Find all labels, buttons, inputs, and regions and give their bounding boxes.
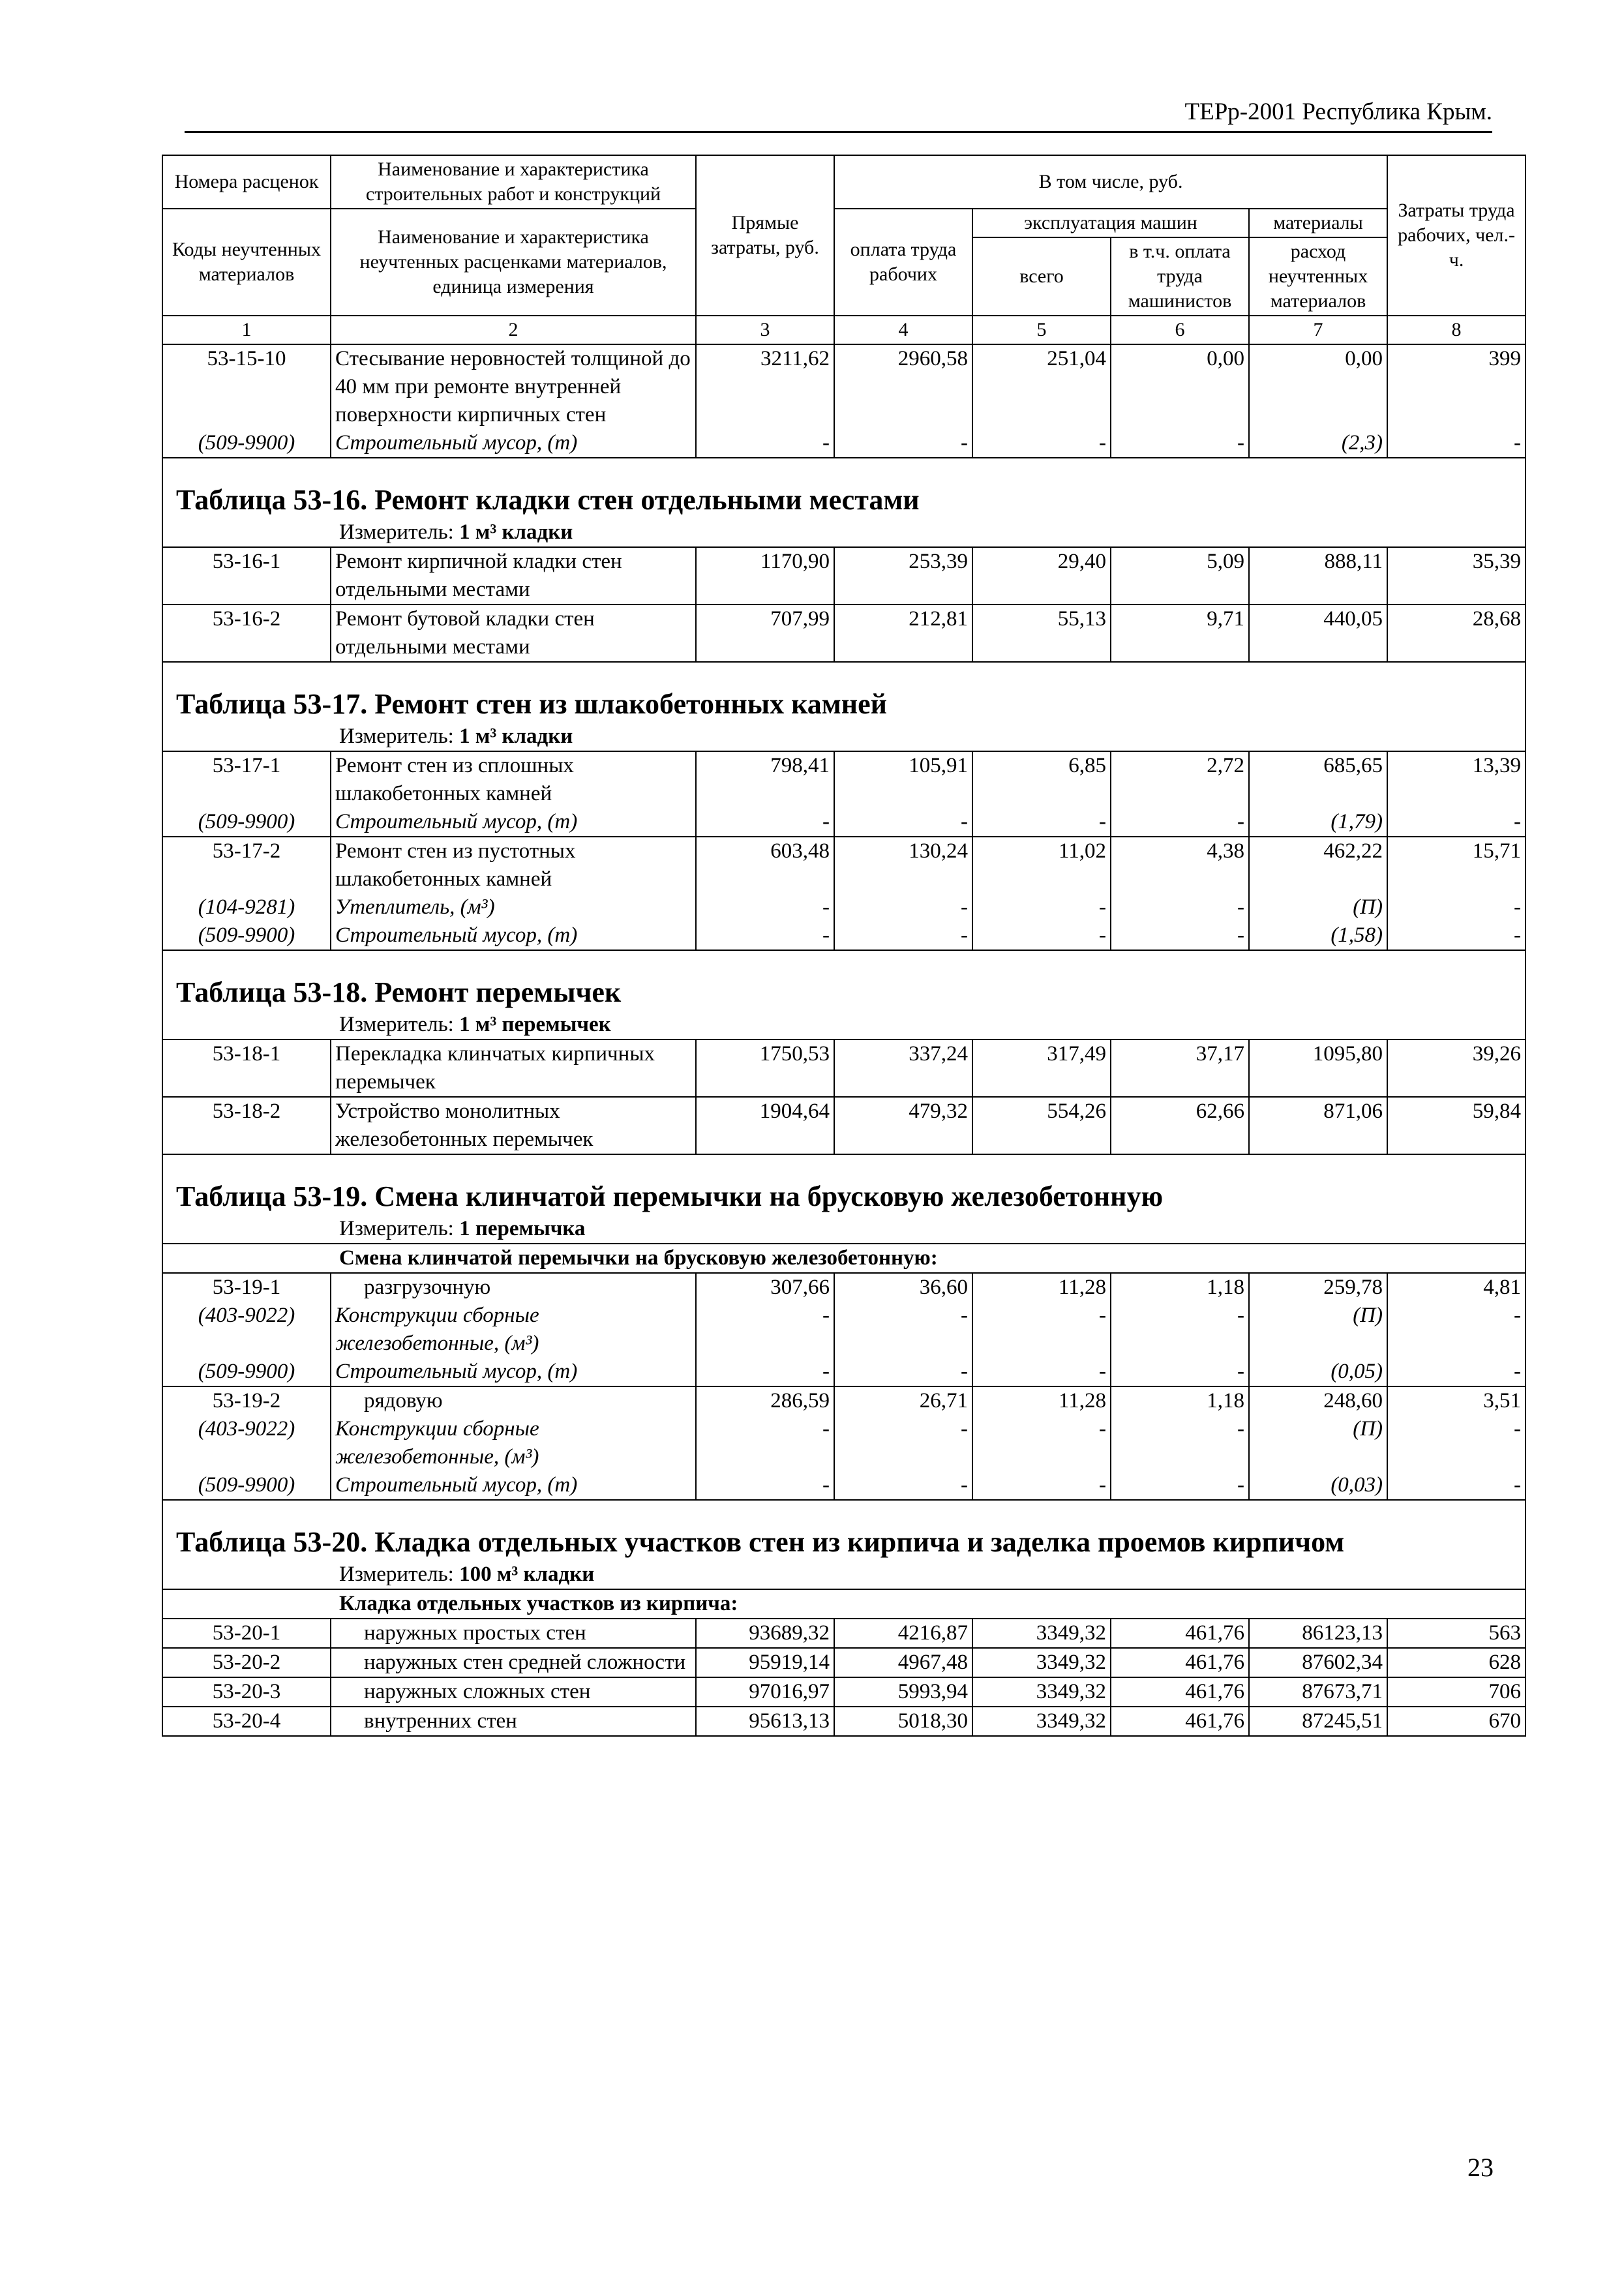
rate-name: Ремонт кирпичной кладки стен отдельными местами — [331, 547, 696, 605]
rate-value: 4,38 — [1111, 837, 1249, 893]
rate-value: - — [696, 1358, 834, 1386]
rate-value: 798,41 — [696, 751, 834, 808]
rate-code: 53-20-3 — [162, 1677, 331, 1707]
header-row-2 — [162, 209, 1526, 237]
rate-value: 87673,71 — [1249, 1677, 1387, 1707]
rate-value: 563 — [1387, 1619, 1526, 1648]
rate-row — [162, 1648, 1526, 1677]
rate-value: - — [1387, 893, 1526, 921]
rate-value: 871,06 — [1249, 1097, 1387, 1154]
rate-value: 317,49 — [972, 1040, 1111, 1097]
rate-value: - — [1111, 1358, 1249, 1386]
rate-value: 1750,53 — [696, 1040, 834, 1097]
col-num: 4 — [834, 316, 972, 344]
rate-value: 440,05 — [1249, 605, 1387, 662]
rate-value: 1,18 — [1111, 1273, 1249, 1302]
rate-value: 62,66 — [1111, 1097, 1249, 1154]
rate-code: (104-9281) — [162, 893, 331, 921]
rate-name: наружных сложных стен — [331, 1677, 696, 1707]
rate-value: (2,3) — [1249, 429, 1387, 458]
rate-value: - — [1387, 1302, 1526, 1358]
rate-code: 53-17-1 — [162, 751, 331, 808]
rate-value: (П) — [1249, 893, 1387, 921]
rate-code: (509-9900) — [162, 921, 331, 950]
rate-name: Ремонт стен из сплошных шлакобетонных камней — [331, 751, 696, 808]
rate-row — [162, 751, 1526, 808]
rate-code: 53-20-4 — [162, 1707, 331, 1736]
rate-code: 53-16-1 — [162, 547, 331, 605]
col-rate-numbers: Номера расценок — [162, 155, 331, 209]
rate-code: 53-20-2 — [162, 1648, 331, 1677]
rate-value: 707,99 — [696, 605, 834, 662]
measure-label: Измеритель: — [339, 1563, 454, 1586]
rate-value: 554,26 — [972, 1097, 1111, 1154]
rate-code: 53-16-2 — [162, 605, 331, 662]
col-num: 5 — [972, 316, 1111, 344]
rate-value: 2960,58 — [834, 344, 972, 429]
rate-name: Строительный мусор, (т) — [331, 429, 696, 458]
rate-row — [162, 1273, 1526, 1302]
rate-value: 628 — [1387, 1648, 1526, 1677]
table-title-row — [162, 950, 1526, 1011]
rate-value: 36,60 — [834, 1273, 972, 1302]
rate-value: 55,13 — [972, 605, 1111, 662]
rate-value: - — [696, 1471, 834, 1500]
rate-value: - — [1111, 893, 1249, 921]
rate-value: 5,09 — [1111, 547, 1249, 605]
col-machines-total: всего — [972, 237, 1111, 316]
measure-row — [162, 723, 1526, 751]
rate-value: 95613,13 — [696, 1707, 834, 1736]
rate-value: 9,71 — [1111, 605, 1249, 662]
col-machines: эксплуатация машин — [972, 209, 1249, 237]
rate-value: - — [1111, 429, 1249, 458]
rate-name: Конструкции сборные железобетонные, (м³) — [331, 1302, 696, 1358]
rate-value: 5993,94 — [834, 1677, 972, 1707]
rate-value: 28,68 — [1387, 605, 1526, 662]
rate-value: 0,00 — [1249, 344, 1387, 429]
rate-value: 3349,32 — [972, 1707, 1111, 1736]
header-rule — [185, 131, 1492, 133]
col-num: 2 — [331, 316, 696, 344]
material-row — [162, 921, 1526, 950]
rate-value: 11,28 — [972, 1273, 1111, 1302]
rate-value: - — [1387, 1415, 1526, 1471]
rate-code: 53-18-1 — [162, 1040, 331, 1097]
measure-unit — [162, 1011, 1526, 1040]
rate-value: 888,11 — [1249, 547, 1387, 605]
rate-value: - — [972, 893, 1111, 921]
material-row — [162, 1302, 1526, 1358]
col-num: 1 — [162, 316, 331, 344]
rate-code: (509-9900) — [162, 808, 331, 837]
rate-value: 3211,62 — [696, 344, 834, 429]
rate-value: 461,76 — [1111, 1677, 1249, 1707]
rate-value: 461,76 — [1111, 1648, 1249, 1677]
rate-value: - — [1387, 921, 1526, 950]
rate-name: Утеплитель, (м³) — [331, 893, 696, 921]
measure-label: Измеритель: — [339, 725, 454, 748]
rate-value: 11,02 — [972, 837, 1111, 893]
col-work-name: Наименование и характеристика строительных работ и конструкций — [331, 155, 696, 209]
rate-value: 2,72 — [1111, 751, 1249, 808]
col-worker-pay: оплата труда рабочих — [834, 209, 972, 316]
rate-value: 15,71 — [1387, 837, 1526, 893]
rate-value: - — [972, 808, 1111, 837]
rate-value: 3349,32 — [972, 1648, 1111, 1677]
rate-value: 59,84 — [1387, 1097, 1526, 1154]
rate-row — [162, 344, 1526, 429]
rates-sheet — [162, 155, 1525, 1737]
rate-value: - — [1111, 1302, 1249, 1358]
rate-value: - — [696, 429, 834, 458]
rate-value: - — [972, 1415, 1111, 1471]
rate-row — [162, 1097, 1526, 1154]
rate-code: 53-17-2 — [162, 837, 331, 893]
rate-value: - — [834, 1358, 972, 1386]
measure-unit — [162, 518, 1526, 547]
table-title: Таблица 53-19. Смена клинчатой перемычки на брусковую железобетонную — [162, 1154, 1526, 1215]
rate-value: - — [1111, 921, 1249, 950]
rate-name: внутренних стен — [331, 1707, 696, 1736]
measure-unit — [162, 723, 1526, 751]
rate-code: 53-19-1 — [162, 1273, 331, 1302]
measure-row — [162, 1215, 1526, 1244]
col-direct-costs: Прямые затраты, руб. — [696, 155, 834, 316]
col-material-codes: Коды неучтенных материалов — [162, 209, 331, 316]
rate-value: 86123,13 — [1249, 1619, 1387, 1648]
rate-name: Строительный мусор, (т) — [331, 1358, 696, 1386]
rate-value: - — [696, 893, 834, 921]
rate-name: Стесывание неровностей толщиной до 40 мм при ремонте внутренней поверхности кирпичных стен — [331, 344, 696, 429]
rate-value: 3,51 — [1387, 1386, 1526, 1415]
rate-value: 670 — [1387, 1707, 1526, 1736]
rate-value: - — [834, 893, 972, 921]
col-materials: материалы — [1249, 209, 1387, 237]
col-including: В том числе, руб. — [834, 155, 1387, 209]
rate-value: 603,48 — [696, 837, 834, 893]
rate-value: - — [696, 1302, 834, 1358]
rate-value: 248,60 — [1249, 1386, 1387, 1415]
page-number: 23 — [1467, 2153, 1494, 2182]
rate-value: 337,24 — [834, 1040, 972, 1097]
rate-row — [162, 1040, 1526, 1097]
rate-value: 479,32 — [834, 1097, 972, 1154]
measure-label: Измеритель: — [339, 520, 454, 544]
material-row — [162, 893, 1526, 921]
measure-row — [162, 1011, 1526, 1040]
subheader-row — [162, 1589, 1526, 1619]
rate-value: 3349,32 — [972, 1677, 1111, 1707]
table-title: Таблица 53-18. Ремонт перемычек — [162, 950, 1526, 1011]
rate-value: 130,24 — [834, 837, 972, 893]
rate-value: 706 — [1387, 1677, 1526, 1707]
table-title: Таблица 53-20. Кладка отдельных участков стен из кирпича и заделка проемов кирпичом — [162, 1500, 1526, 1561]
rate-value: - — [1387, 1471, 1526, 1500]
rates-table — [162, 155, 1526, 1737]
measure-row — [162, 518, 1526, 547]
table-title: Таблица 53-16. Ремонт кладки стен отдельными местами — [162, 458, 1526, 518]
rate-value: 461,76 — [1111, 1707, 1249, 1736]
rate-value: - — [834, 921, 972, 950]
rate-value: 4,81 — [1387, 1273, 1526, 1302]
rate-code: (403-9022) — [162, 1302, 331, 1358]
rate-value: 87245,51 — [1249, 1707, 1387, 1736]
rate-value: 399 — [1387, 344, 1526, 429]
rate-code: 53-19-2 — [162, 1386, 331, 1415]
measure-row — [162, 1561, 1526, 1589]
rate-value: - — [834, 1471, 972, 1500]
rate-value: - — [1111, 808, 1249, 837]
rate-row — [162, 1707, 1526, 1736]
rate-row — [162, 605, 1526, 662]
subheader-row — [162, 1244, 1526, 1273]
rate-value: 95919,14 — [696, 1648, 834, 1677]
measure-value: 1 м³ кладки — [459, 520, 573, 544]
running-header: ТЕРр-2001 Республика Крым. — [1184, 98, 1492, 125]
rate-value: 685,65 — [1249, 751, 1387, 808]
rate-code: (509-9900) — [162, 1471, 331, 1500]
rate-value: 5018,30 — [834, 1707, 972, 1736]
measure-unit — [162, 1561, 1526, 1589]
rate-value: 212,81 — [834, 605, 972, 662]
rate-value: 461,76 — [1111, 1619, 1249, 1648]
rate-value: 462,22 — [1249, 837, 1387, 893]
rate-value: 286,59 — [696, 1386, 834, 1415]
rate-value: 1095,80 — [1249, 1040, 1387, 1097]
rate-value: 4216,87 — [834, 1619, 972, 1648]
rate-value: 253,39 — [834, 547, 972, 605]
rate-value: 251,04 — [972, 344, 1111, 429]
rate-value: (1,79) — [1249, 808, 1387, 837]
measure-value: 1 м³ перемычек — [459, 1013, 611, 1036]
rate-code: (509-9900) — [162, 429, 331, 458]
col-num: 8 — [1387, 316, 1526, 344]
col-num: 6 — [1111, 316, 1249, 344]
rate-value: - — [1387, 1358, 1526, 1386]
material-row — [162, 1358, 1526, 1386]
rate-name: наружных стен средней сложности — [331, 1648, 696, 1677]
column-numbers-row — [162, 316, 1526, 344]
rate-value: 11,28 — [972, 1386, 1111, 1415]
rate-value: 93689,32 — [696, 1619, 834, 1648]
header-row-1 — [162, 155, 1526, 209]
rate-value: 35,39 — [1387, 547, 1526, 605]
material-row — [162, 1471, 1526, 1500]
rate-code: 53-18-2 — [162, 1097, 331, 1154]
rate-value: - — [696, 808, 834, 837]
rate-row — [162, 837, 1526, 893]
rate-row — [162, 1619, 1526, 1648]
rate-value: - — [972, 1302, 1111, 1358]
rate-value: 39,26 — [1387, 1040, 1526, 1097]
rate-value: 307,66 — [696, 1273, 834, 1302]
rate-value: (П) — [1249, 1415, 1387, 1471]
material-row — [162, 808, 1526, 837]
table-subheader: Смена клинчатой перемычки на брусковую железобетонную: — [162, 1244, 1526, 1273]
rate-value: 26,71 — [834, 1386, 972, 1415]
rate-value: 29,40 — [972, 547, 1111, 605]
rate-name: Перекладка клинчатых кирпичных перемычек — [331, 1040, 696, 1097]
rate-value: - — [834, 1302, 972, 1358]
rate-name: Строительный мусор, (т) — [331, 921, 696, 950]
rate-value: - — [696, 1415, 834, 1471]
rate-name: Устройство монолитных железобетонных перемычек — [331, 1097, 696, 1154]
rate-value: 1904,64 — [696, 1097, 834, 1154]
rate-value: 0,00 — [1111, 344, 1249, 429]
measure-label: Измеритель: — [339, 1013, 454, 1036]
rate-value: - — [834, 1415, 972, 1471]
rate-row — [162, 1677, 1526, 1707]
rate-code: (403-9022) — [162, 1415, 331, 1471]
rate-value: 4967,48 — [834, 1648, 972, 1677]
rate-name: наружных простых стен — [331, 1619, 696, 1648]
table-title-row — [162, 1154, 1526, 1215]
rate-value: (1,58) — [1249, 921, 1387, 950]
rate-code: (509-9900) — [162, 1358, 331, 1386]
rate-value: - — [972, 1471, 1111, 1500]
rate-name: разгрузочную — [331, 1273, 696, 1302]
rate-value: - — [972, 1358, 1111, 1386]
rate-value: - — [1111, 1415, 1249, 1471]
material-row — [162, 1415, 1526, 1471]
measure-value: 100 м³ кладки — [459, 1563, 595, 1586]
rate-value: - — [834, 808, 972, 837]
rate-value: (0,05) — [1249, 1358, 1387, 1386]
rate-name: Ремонт бутовой кладки стен отдельными местами — [331, 605, 696, 662]
material-row — [162, 429, 1526, 458]
rate-value: 1170,90 — [696, 547, 834, 605]
rate-value: - — [972, 921, 1111, 950]
table-title-row — [162, 662, 1526, 723]
measure-value: 1 перемычка — [459, 1217, 586, 1240]
rate-name: Ремонт стен из пустотных шлакобетонных камней — [331, 837, 696, 893]
measure-unit — [162, 1215, 1526, 1244]
rate-value: 6,85 — [972, 751, 1111, 808]
rate-value: (0,03) — [1249, 1471, 1387, 1500]
rate-value: 37,17 — [1111, 1040, 1249, 1097]
col-labor-hours: Затраты труда рабочих, чел.-ч. — [1387, 155, 1526, 316]
rate-value: (П) — [1249, 1302, 1387, 1358]
rate-row — [162, 547, 1526, 605]
rate-value: - — [972, 429, 1111, 458]
rate-row — [162, 1386, 1526, 1415]
rate-value: 259,78 — [1249, 1273, 1387, 1302]
col-num: 7 — [1249, 316, 1387, 344]
rate-name: рядовую — [331, 1386, 696, 1415]
rate-value: - — [834, 429, 972, 458]
rate-value: 3349,32 — [972, 1619, 1111, 1648]
col-operator-pay: в т.ч. оплата труда машинистов — [1111, 237, 1249, 316]
rate-value: - — [1111, 1471, 1249, 1500]
rate-name: Строительный мусор, (т) — [331, 808, 696, 837]
measure-value: 1 м³ кладки — [459, 725, 573, 748]
rate-name: Строительный мусор, (т) — [331, 1471, 696, 1500]
rate-value: - — [696, 921, 834, 950]
rate-value: 97016,97 — [696, 1677, 834, 1707]
table-title-row — [162, 458, 1526, 518]
col-material-use: расход неучтенных материалов — [1249, 237, 1387, 316]
rate-value: - — [1387, 808, 1526, 837]
rate-value: - — [1387, 429, 1526, 458]
table-subheader: Кладка отдельных участков из кирпича: — [162, 1589, 1526, 1619]
measure-label: Измеритель: — [339, 1217, 454, 1240]
rate-value: 13,39 — [1387, 751, 1526, 808]
table-title: Таблица 53-17. Ремонт стен из шлакобетонных камней — [162, 662, 1526, 723]
col-material-name: Наименование и характеристика неучтенных расценками материалов, единица измерения — [331, 209, 696, 316]
col-num: 3 — [696, 316, 834, 344]
rate-name: Конструкции сборные железобетонные, (м³) — [331, 1415, 696, 1471]
table-title-row — [162, 1500, 1526, 1561]
rate-code: 53-20-1 — [162, 1619, 331, 1648]
rate-value: 1,18 — [1111, 1386, 1249, 1415]
rate-code: 53-15-10 — [162, 344, 331, 429]
rate-value: 87602,34 — [1249, 1648, 1387, 1677]
rate-value: 105,91 — [834, 751, 972, 808]
